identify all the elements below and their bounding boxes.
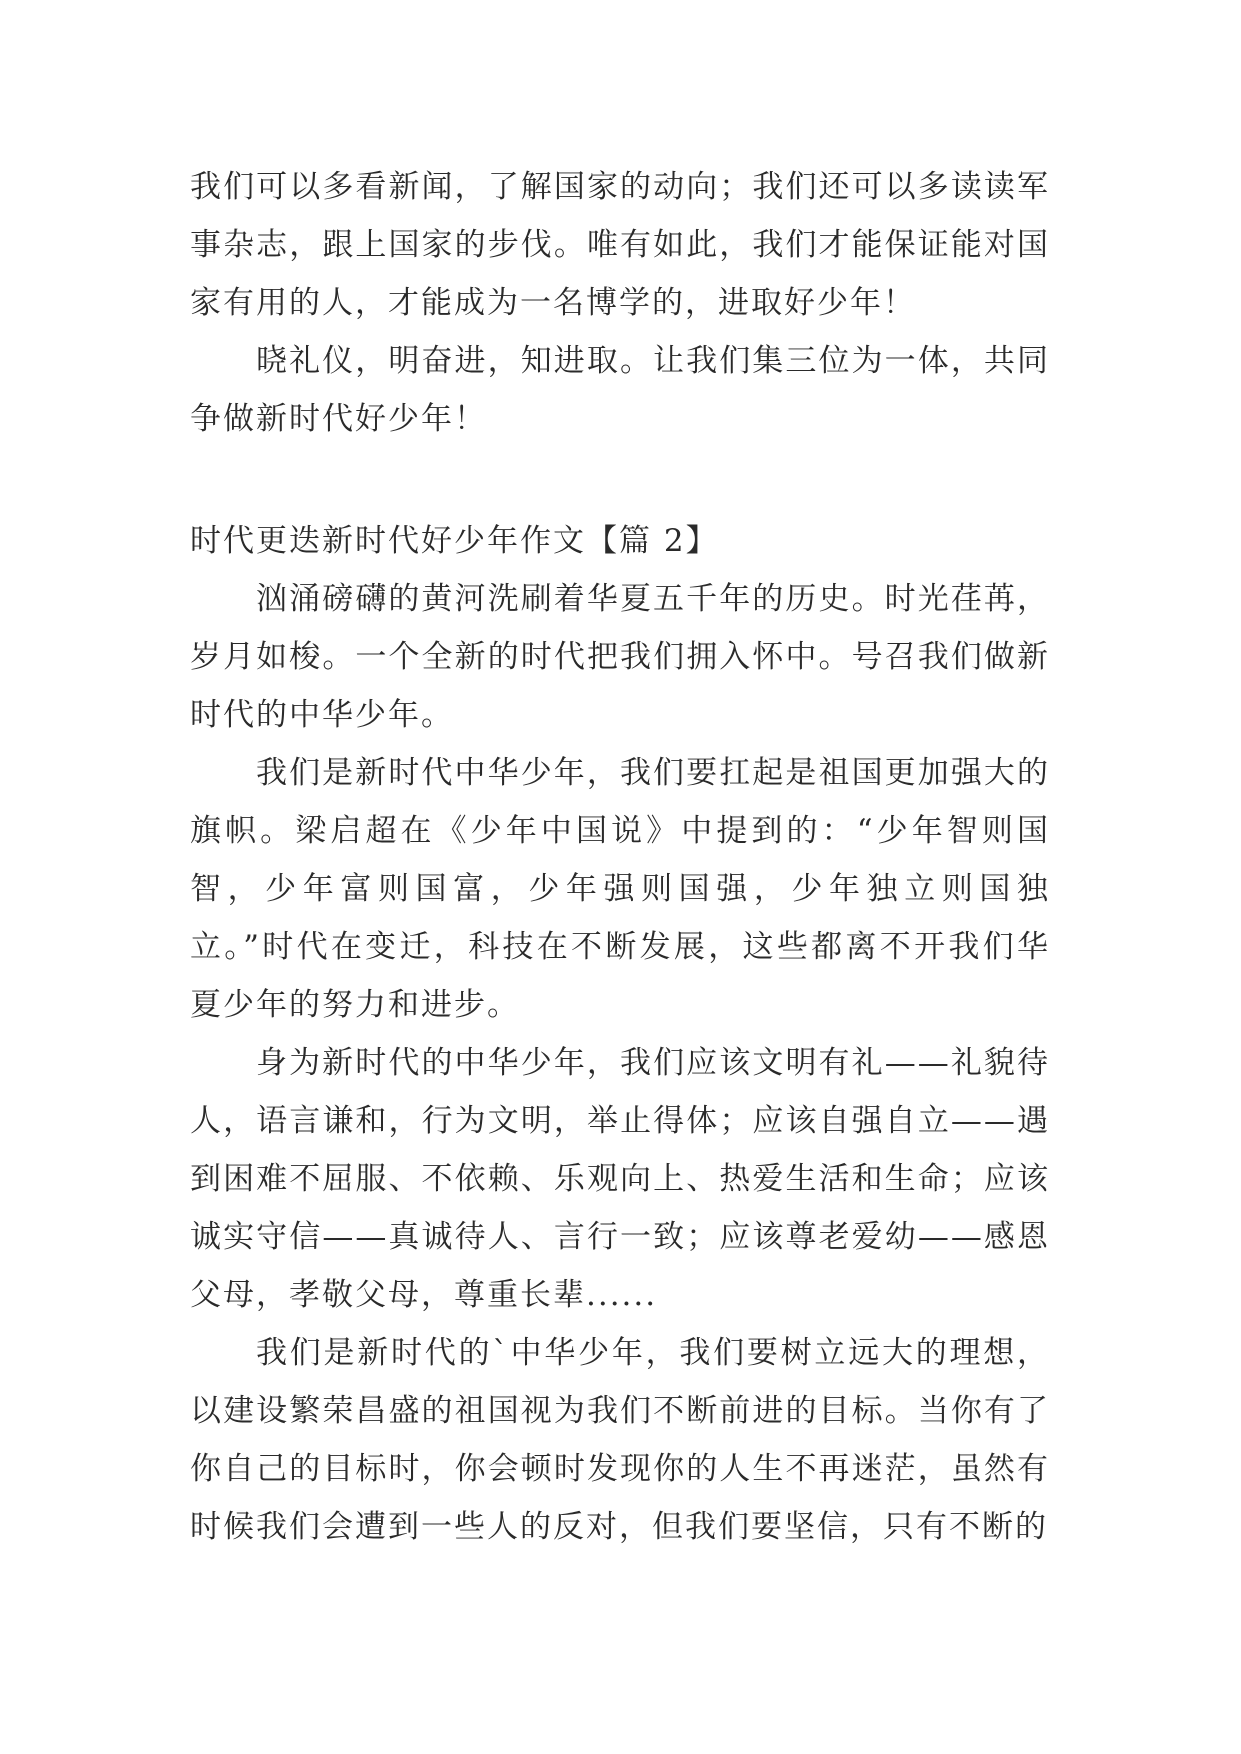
document-body — [190, 158, 1050, 1556]
paragraph-closing: 晓礼仪，明奋进，知进取。让我们集三位为一体，共同争做新时代好少年！ — [190, 343, 1050, 437]
paragraph: 我们是新时代的`中华少年，我们要树立远大的理想，以建设繁荣昌盛的祖国视为我们不断前进的目标。当你有了你自己的目标时，你会顿时发现你的人生不再迷茫，虽然有时候我们会遭到一些人的反对，但我们要坚信，只有不断的 — [190, 1335, 1050, 1545]
paragraph: 身为新时代的中华少年，我们应该文明有礼——礼貌待人，语言谦和，行为文明，举止得体；应该自强自立——遇到困难不屈服、不依赖、乐观向上、热爱生活和生命；应该诚实守信——真诚待人、言行一致；应该尊老爱幼——感恩父母，孝敬父母，尊重长辈...... — [190, 1045, 1050, 1313]
section-title: 时代更迭新时代好少年作文【篇 2】 — [190, 523, 719, 559]
paragraph: 我们是新时代中华少年，我们要扛起是祖国更加强大的旗帜。梁启超在《少年中国说》中提到的：“少年智则国智，少年富则国富，少年强则国强，少年独立则国独立。”时代在变迁，科技在不断发展，这些都离不开我们华夏少年的努力和进步。 — [190, 755, 1050, 1023]
paragraph: 汹涌磅礴的黄河洗刷着华夏五千年的历史。时光荏苒，岁月如梭。一个全新的时代把我们拥入怀中。号召我们做新时代的中华少年。 — [190, 581, 1050, 733]
paragraph-continued: 我们可以多看新闻，了解国家的动向；我们还可以多读读军事杂志，跟上国家的步伐。唯有如此，我们才能保证能对国家有用的人，才能成为一名博学的，进取好少年！ — [190, 169, 1050, 321]
